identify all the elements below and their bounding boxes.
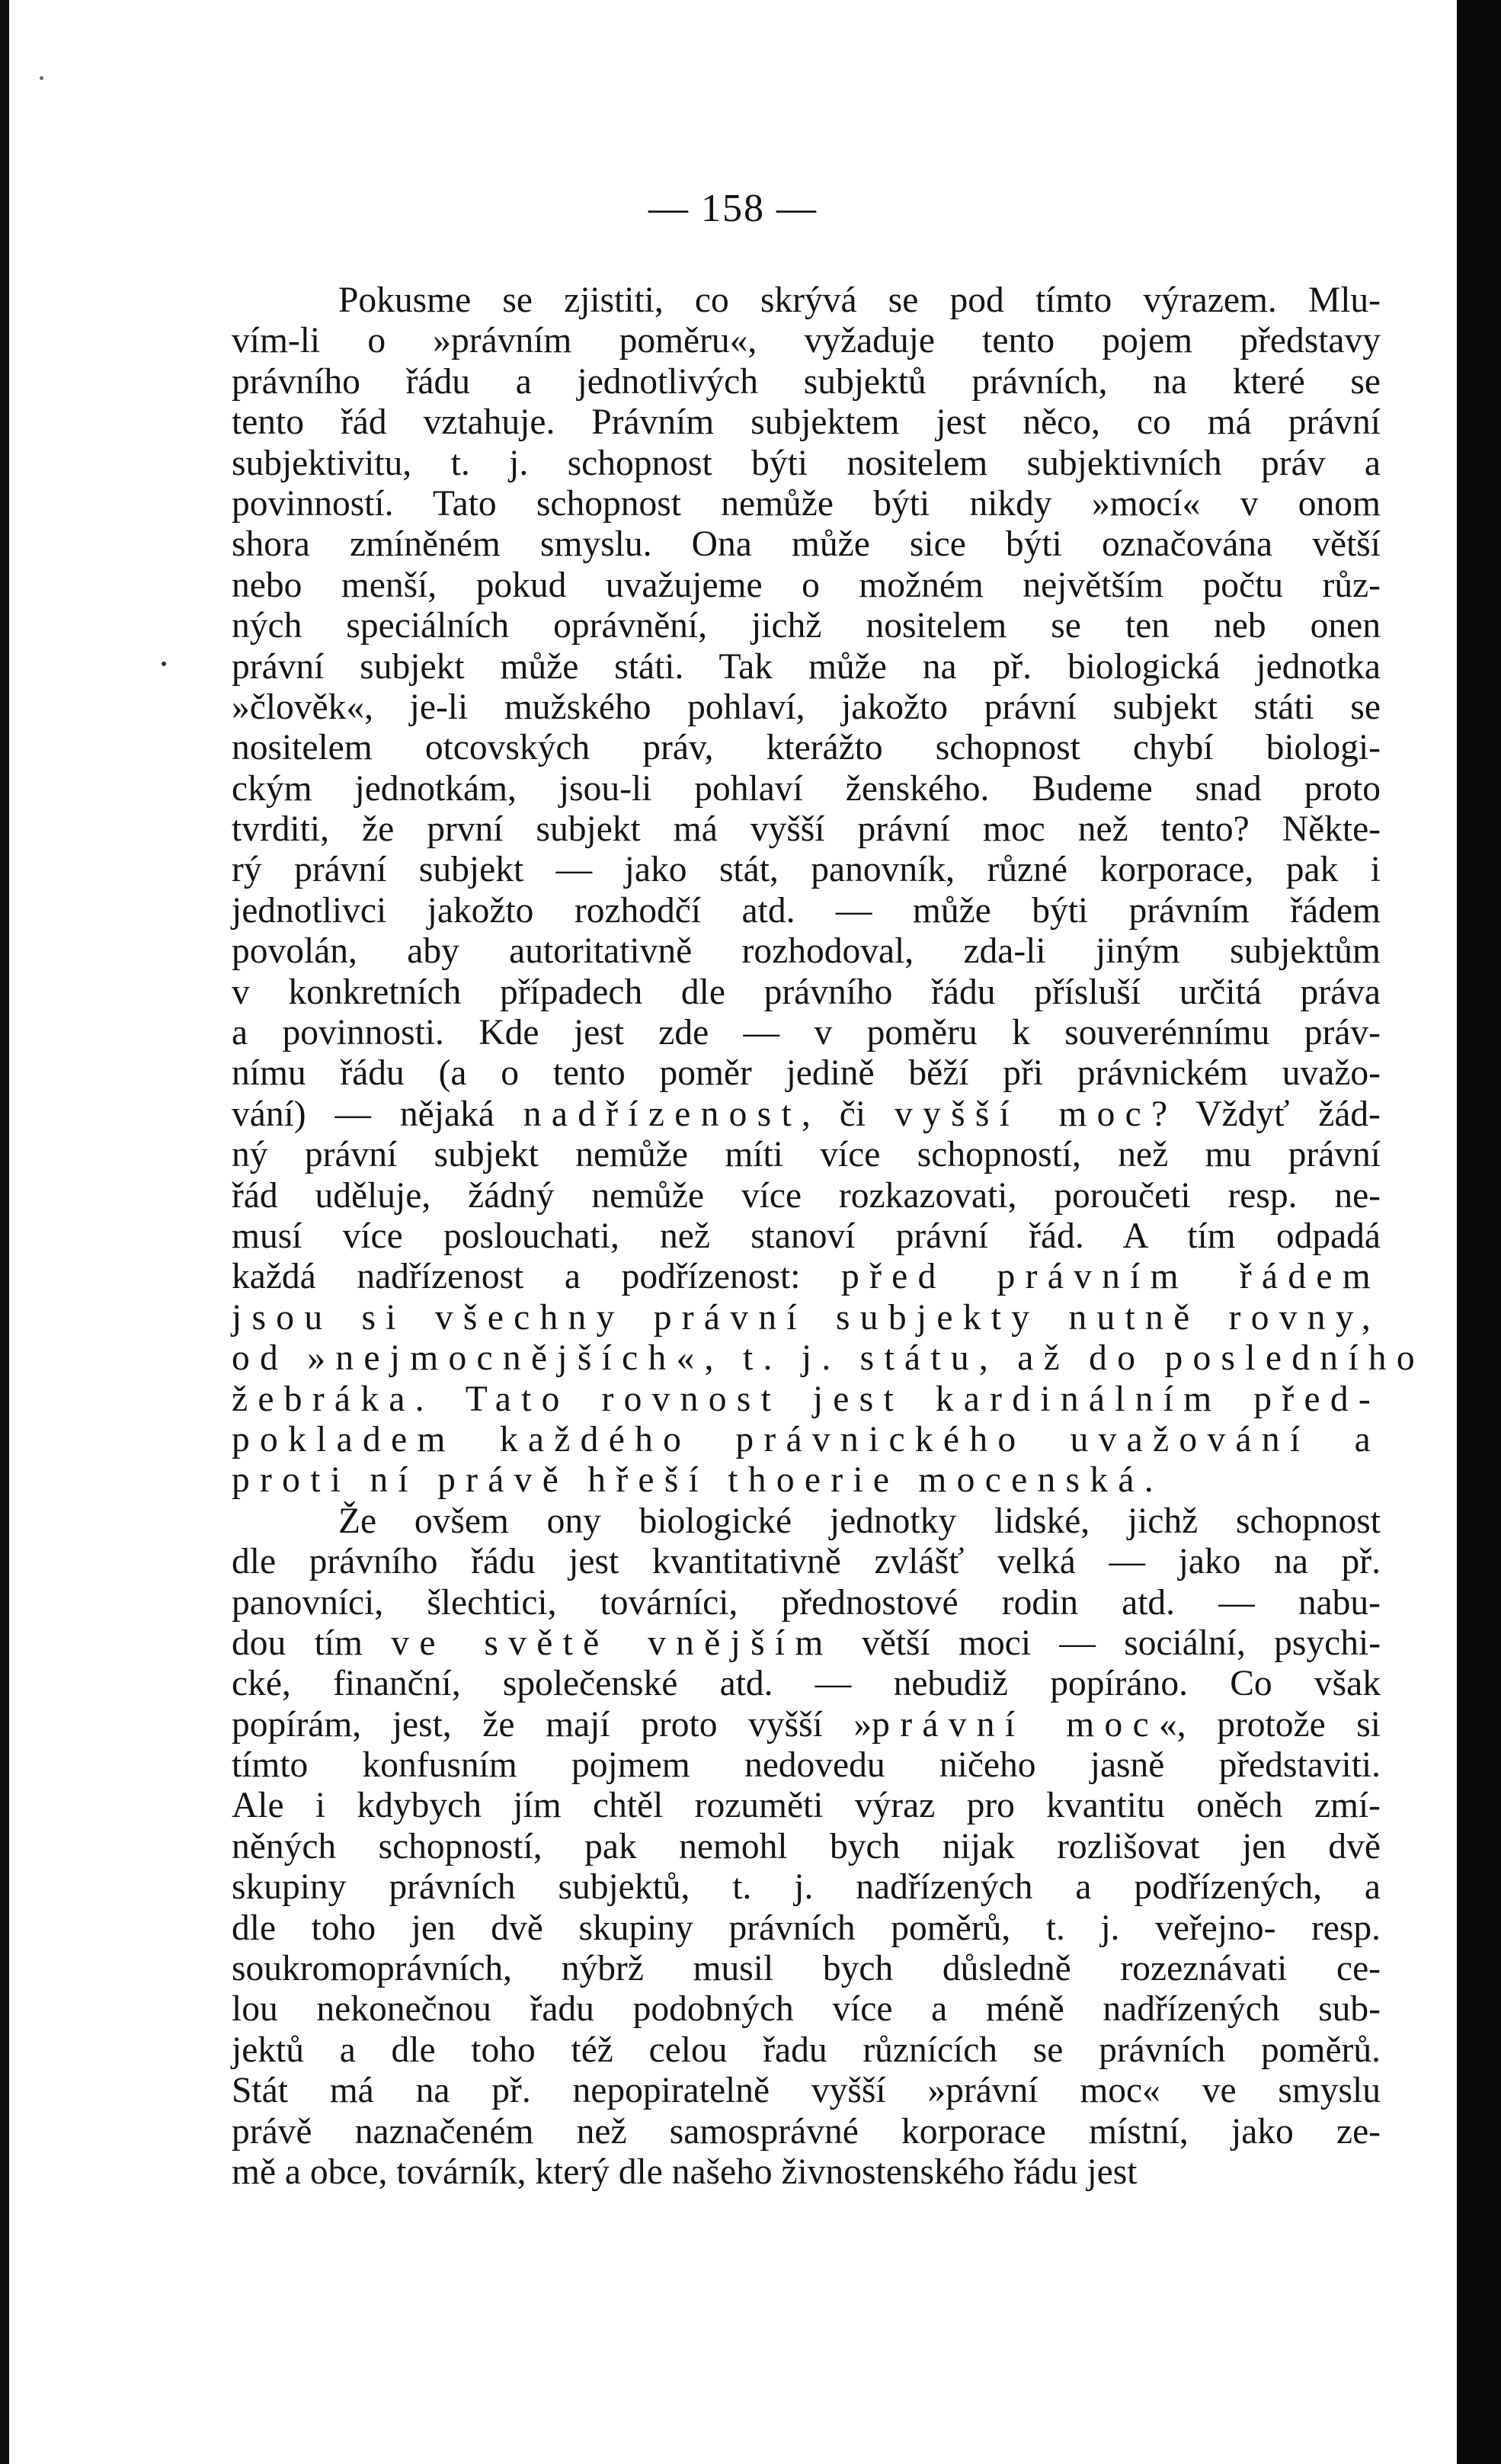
text-segment: něných schopností, pak nemohl bych nijak rozlišovat jen dvě [232,1826,1381,1866]
text-line [232,321,1381,361]
text-segment: nímu řádu (a o tento poměr jedině běží při právnickém uvažo- [232,1053,1381,1094]
text-segment: právě naznačeném než samosprávné korporace místní, jako ze- [232,2111,1381,2152]
text-segment: musí více poslouchati, než stanoví právní řád. A tím odpadá [232,1216,1381,1256]
text-line [232,484,1381,524]
text-segment: lou nekonečnou řadu podobných více a méně nadřízených sub- [232,1989,1381,2030]
text-line [232,647,1381,687]
text-segment: soukromoprávních, nýbrž musil bych důsledně rozeznávati ce- [232,1949,1381,1989]
page-number: — 158 — [648,187,818,230]
text-segment: větší moci — sociální, psychi- [833,1623,1381,1663]
book-page [9,0,1457,2464]
emphasized-text: pokladem každého právnického uvažování a [232,1419,1381,1459]
text-line [232,1705,1381,1745]
text-segment: povolán, aby autoritativně rozhodoval, zda-li jiným subjektům [232,931,1381,972]
text-segment: panovníci, šlechtici, továrníci, přednostové rodin atd. — nabu- [232,1582,1381,1623]
text-segment: v konkretních případech dle právního řádu přísluší určitá práva [232,972,1381,1012]
text-line [232,2112,1381,2152]
text-line [232,362,1381,402]
text-line [232,2152,1381,2193]
text-segment: «, protože si [1158,1704,1381,1745]
text-segment: rý právní subjekt — jako stát, panovník, různé korporace, pak i [232,850,1381,890]
text-line [232,1827,1381,1867]
text-line [232,524,1381,565]
text-segment: dle toho jen dvě skupiny právních poměrů, t. j. veřejno- resp. [232,1908,1381,1948]
emphasized-text: právní moc [872,1704,1159,1745]
emphasized-text: žebráka. Tato rovnost jest kardinálním před- [232,1379,1381,1419]
text-line [232,1053,1381,1094]
text-line [232,769,1381,809]
scan-right-border [1457,0,1501,2464]
text-segment: právního řádu a jednotlivých subjektů právních, na které se [232,361,1381,402]
text-segment: vání) — nějaká [232,1094,523,1134]
text-segment: Stát má na př. nepopiratelně vyšší »právní moc« ve smyslu [232,2071,1381,2111]
text-line [232,1867,1381,1908]
text-line [232,280,1381,321]
scan-speck [40,76,43,80]
text-segment: mě a obce, továrník, který dle našeho živnostenského řádu jest [232,2152,1138,2192]
text-segment: ných speciálních oprávnění, jichž nositelem se ten neb onen [232,606,1381,646]
text-line [232,687,1381,728]
text-line [232,728,1381,768]
text-segment: ckým jednotkám, jsou-li pohlaví ženského. Budeme snad proto [232,768,1381,809]
text-segment: tvrditi, že první subjekt má vyšší právní moc než tento? Někte- [232,809,1381,850]
body-text [232,280,1425,2193]
text-segment: subjektivitu, t. j. schopnost býti nositelem subjektivních práv a [232,443,1381,483]
text-segment: , či [802,1094,895,1134]
emphasized-text: od »nejmocnějších«, t. j. státu, až do posledního [232,1338,1425,1379]
text-segment: tímto konfusním pojmem nedovedu ničeho jasně představiti. [232,1745,1381,1786]
text-segment: povinností. Tato schopnost nemůže býti nikdy »mocí« v onom [232,483,1381,524]
text-segment: shora zmíněném smyslu. Ona může sice býti označována větší [232,524,1381,565]
text-line [232,1298,1381,1338]
scan-speck [162,662,166,666]
text-line [232,2071,1381,2111]
text-line [232,1176,1381,1216]
text-segment: Ale i kdybych jím chtěl rozuměti výraz pro kvantitu oněch zmí- [232,1786,1381,1826]
text-line [232,1623,1381,1664]
text-segment: dou tím [232,1623,392,1663]
text-line [232,606,1381,646]
text-line [232,1379,1381,1420]
text-line [232,1013,1381,1053]
text-segment: ný právní subjekt nemůže míti více schopností, než mu právní [232,1135,1381,1175]
text-segment: nebo menší, pokud uvažujeme o možném největším počtu růz- [232,565,1381,605]
text-line [232,566,1381,606]
text-segment: popírám, jest, že mají proto vyšší » [232,1704,872,1745]
text-line [232,1216,1381,1257]
text-line [232,1542,1381,1582]
text-segment: jednotlivci jakožto rozhodčí atd. — může býti právním řádem [232,890,1381,931]
text-line [232,1583,1381,1623]
text-line [232,1460,1381,1501]
text-line [232,972,1381,1013]
text-line [232,1989,1381,2030]
text-segment: Pokusme se zjistiti, co skrývá se pod tímto výrazem. Mlu- [338,280,1381,320]
text-segment: nositelem otcovských práv, kterážto schopnost chybí biologi- [232,728,1381,768]
text-line [232,1338,1425,1379]
text-line [232,931,1381,972]
text-line [232,1501,1381,1542]
text-segment: řád uděluje, žádný nemůže více rozkazovati, poroučeti resp. ne- [232,1175,1381,1216]
text-line [232,1257,1381,1297]
text-line [232,809,1381,850]
text-line [232,2030,1381,2071]
text-segment: Že ovšem ony biologické jednotky lidské, jichž schopnost [338,1501,1381,1541]
text-line [232,444,1381,484]
text-segment: skupiny právních subjektů, t. j. nadřízených a podřízených, a [232,1867,1381,1908]
text-line [232,891,1381,931]
text-segment: »člověk«, je-li mužského pohlaví, jakožto právní subjekt státi se [232,687,1381,727]
text-line [232,1745,1381,1786]
scan-left-border [0,0,9,2464]
text-line [232,1135,1381,1175]
text-segment: každá nadřízenost a podřízenost: [232,1257,842,1297]
text-line [232,1094,1381,1135]
text-segment: ? Vždyť žád- [1151,1094,1381,1134]
emphasized-text: ve světě vnějším [391,1623,834,1663]
emphasized-text: nadřízenost [523,1094,802,1134]
emphasized-text: proti ní právě hřeší thoerie mocenská. [232,1460,1163,1501]
text-segment: právní subjekt může státi. Tak může na př. biologická jednotka [232,646,1381,687]
text-line [232,1664,1381,1704]
emphasized-text: před právním řádem [841,1257,1381,1297]
text-line [232,402,1381,443]
emphasized-text: jsou si všechny právní subjekty nutně rovny, [232,1297,1381,1338]
emphasized-text: vyšší moc [894,1094,1152,1134]
text-segment: tento řád vztahuje. Právním subjektem jest něco, co má právní [232,402,1381,443]
text-segment: vím-li o »právním poměru«, vyžaduje tento pojem představy [232,321,1381,361]
text-line [232,1786,1381,1826]
text-line [232,850,1381,890]
text-segment: jektů a dle toho též celou řadu různících se právních poměrů. [232,2030,1381,2070]
text-line [232,1908,1381,1949]
text-line [232,1949,1381,1989]
text-segment: cké, finanční, společenské atd. — nebudiž popíráno. Co však [232,1664,1381,1704]
text-segment: dle právního řádu jest kvantitativně zvlášť velká — jako na př. [232,1542,1381,1582]
text-line [232,1420,1381,1460]
text-segment: a povinnosti. Kde jest zde — v poměru k souverénnímu práv- [232,1013,1381,1053]
